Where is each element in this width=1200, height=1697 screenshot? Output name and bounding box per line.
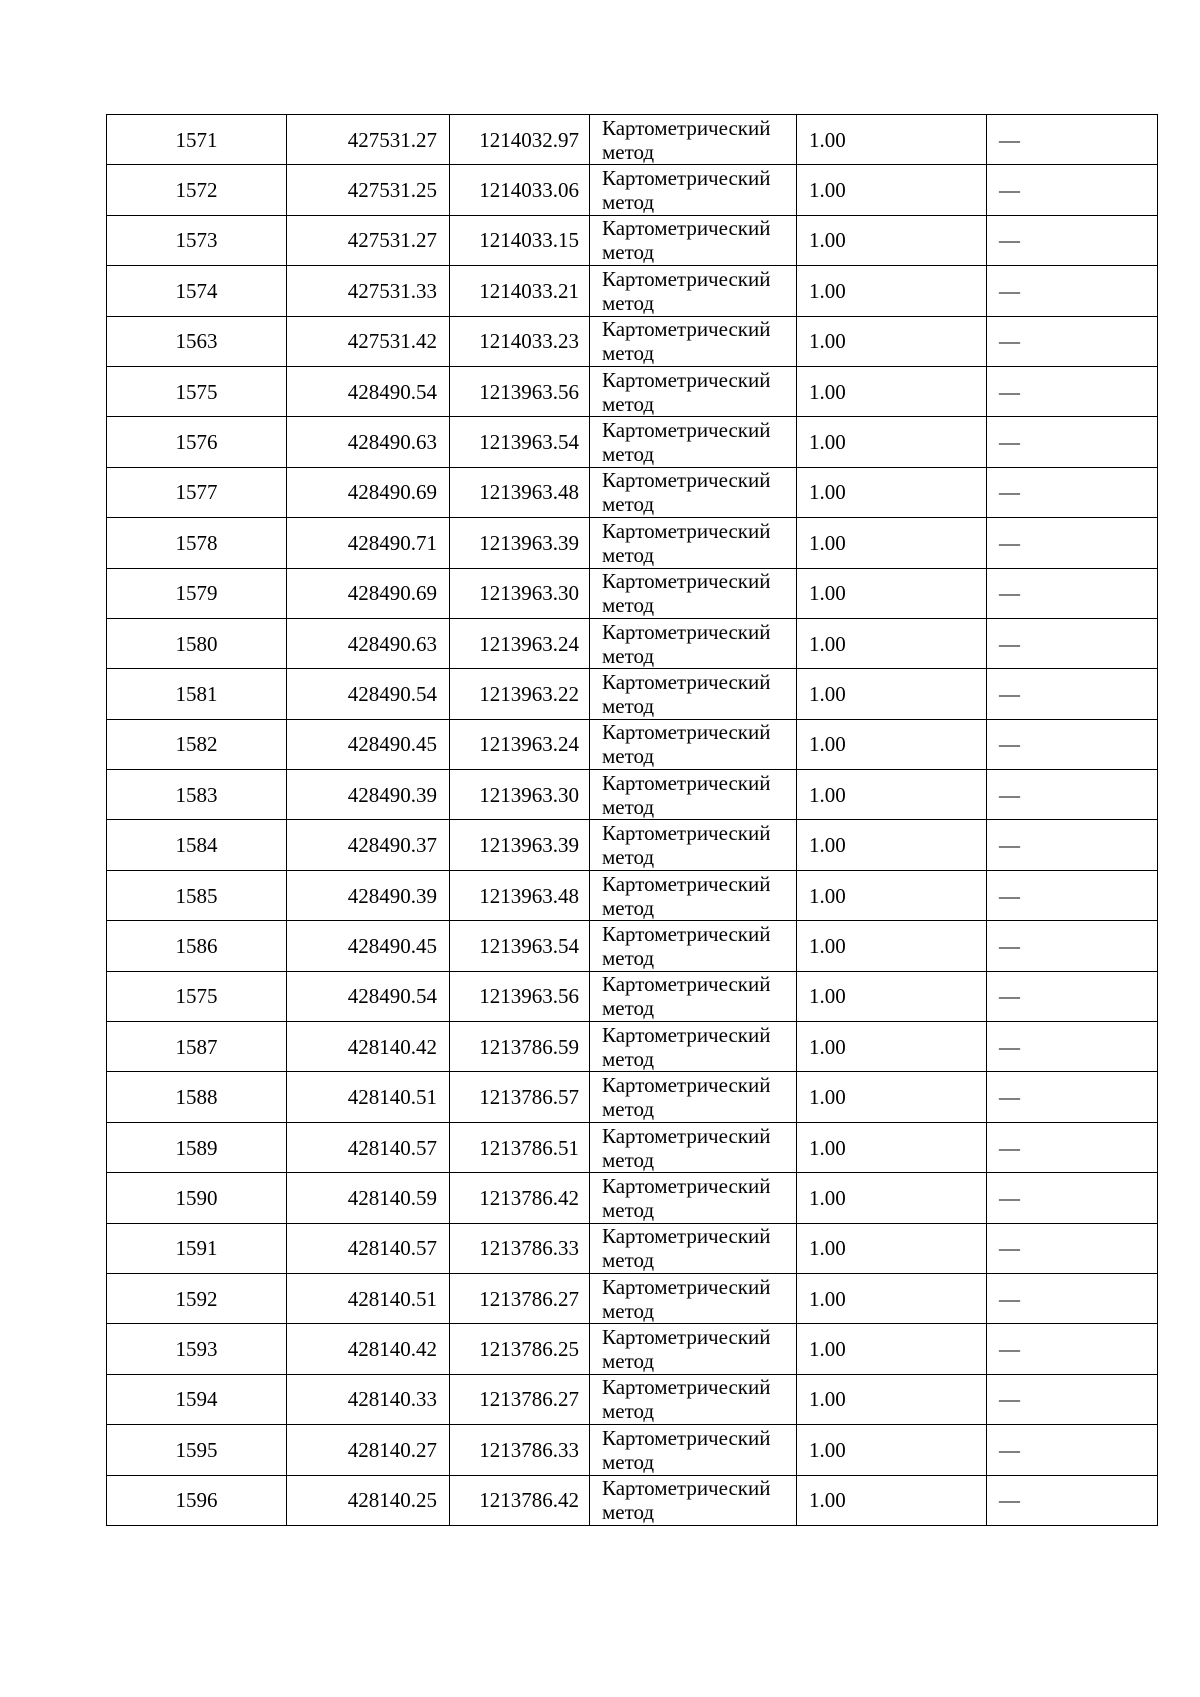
x-coordinate-cell: 428490.54: [287, 971, 450, 1021]
method-line-2: метод: [602, 895, 655, 920]
point-number-cell: 1589: [107, 1122, 287, 1172]
note-cell: —: [987, 316, 1158, 366]
method-line-2: метод: [602, 391, 655, 416]
method-line-1: Картометрический: [602, 1123, 771, 1148]
point-number-cell: 1573: [107, 215, 287, 265]
point-number-cell: 1563: [107, 316, 287, 366]
method-line-1: Картометрический: [602, 367, 771, 392]
method-cell: [590, 1425, 797, 1475]
accuracy-cell: 1.00: [797, 1273, 987, 1323]
x-coordinate-cell: 428490.45: [287, 921, 450, 971]
x-coordinate-cell: 428140.42: [287, 1022, 450, 1072]
x-coordinate-cell: 428140.51: [287, 1273, 450, 1323]
x-coordinate-cell: 428140.57: [287, 1122, 450, 1172]
y-coordinate-cell: 1213963.48: [450, 467, 590, 517]
point-number-cell: 1575: [107, 971, 287, 1021]
method-line-2: метод: [602, 1097, 655, 1122]
x-coordinate-cell: 428140.25: [287, 1475, 450, 1525]
point-number-cell: 1580: [107, 618, 287, 668]
method-line-2: метод: [602, 290, 655, 315]
method-line-2: метод: [602, 1046, 655, 1071]
table-row: [107, 770, 1158, 820]
note-cell: —: [987, 366, 1158, 416]
method-cell: [590, 165, 797, 215]
point-number-cell: 1594: [107, 1374, 287, 1424]
y-coordinate-cell: 1213963.30: [450, 770, 590, 820]
accuracy-cell: 1.00: [797, 215, 987, 265]
point-number-cell: 1575: [107, 366, 287, 416]
method-line-1: Картометрический: [602, 1274, 771, 1299]
accuracy-cell: 1.00: [797, 618, 987, 668]
method-cell: [590, 1173, 797, 1223]
method-line-2: метод: [602, 1298, 655, 1323]
table-row: [107, 366, 1158, 416]
method-line-1: Картометрический: [602, 1173, 771, 1198]
accuracy-cell: 1.00: [797, 366, 987, 416]
table-row: [107, 1223, 1158, 1273]
table-row: [107, 1475, 1158, 1525]
accuracy-cell: 1.00: [797, 820, 987, 870]
method-line-2: метод: [602, 693, 655, 718]
table-row: [107, 1122, 1158, 1172]
note-cell: —: [987, 770, 1158, 820]
table-row: [107, 669, 1158, 719]
note-cell: —: [987, 467, 1158, 517]
note-cell: —: [987, 266, 1158, 316]
accuracy-cell: 1.00: [797, 568, 987, 618]
method-cell: [590, 1223, 797, 1273]
x-coordinate-cell: 427531.42: [287, 316, 450, 366]
accuracy-cell: 1.00: [797, 921, 987, 971]
table-row: [107, 1324, 1158, 1374]
y-coordinate-cell: 1213786.25: [450, 1324, 590, 1374]
method-cell: [590, 1475, 797, 1525]
note-cell: —: [987, 1173, 1158, 1223]
method-line-1: Картометрический: [602, 821, 771, 846]
accuracy-cell: 1.00: [797, 1425, 987, 1475]
point-number-cell: 1584: [107, 820, 287, 870]
x-coordinate-cell: 428490.63: [287, 417, 450, 467]
y-coordinate-cell: 1214033.06: [450, 165, 590, 215]
point-number-cell: 1587: [107, 1022, 287, 1072]
method-line-2: метод: [602, 643, 655, 668]
method-line-1: Картометрический: [602, 770, 771, 795]
note-cell: —: [987, 669, 1158, 719]
method-line-1: Картометрический: [602, 1325, 771, 1350]
x-coordinate-cell: 428490.39: [287, 770, 450, 820]
method-line-2: метод: [602, 1349, 655, 1374]
table-row: [107, 719, 1158, 769]
method-line-1: Картометрический: [602, 1224, 771, 1249]
method-line-2: метод: [602, 1197, 655, 1222]
y-coordinate-cell: 1213963.24: [450, 719, 590, 769]
note-cell: —: [987, 870, 1158, 920]
y-coordinate-cell: 1213786.33: [450, 1425, 590, 1475]
method-line-1: Картометрический: [602, 518, 771, 543]
method-cell: [590, 921, 797, 971]
method-line-2: метод: [602, 794, 655, 819]
note-cell: —: [987, 719, 1158, 769]
y-coordinate-cell: 1213963.30: [450, 568, 590, 618]
method-cell: [590, 1072, 797, 1122]
method-line-1: Картометрический: [602, 418, 771, 443]
method-cell: [590, 770, 797, 820]
method-line-2: метод: [602, 1147, 655, 1172]
note-cell: —: [987, 921, 1158, 971]
table-row: [107, 971, 1158, 1021]
method-cell: [590, 467, 797, 517]
x-coordinate-cell: 428490.39: [287, 870, 450, 920]
y-coordinate-cell: 1213963.48: [450, 870, 590, 920]
point-number-cell: 1592: [107, 1273, 287, 1323]
accuracy-cell: 1.00: [797, 1324, 987, 1374]
point-number-cell: 1588: [107, 1072, 287, 1122]
x-coordinate-cell: 427531.27: [287, 215, 450, 265]
method-line-2: метод: [602, 945, 655, 970]
method-line-1: Картометрический: [602, 569, 771, 594]
method-cell: [590, 820, 797, 870]
point-number-cell: 1596: [107, 1475, 287, 1525]
table-row: [107, 618, 1158, 668]
method-cell: [590, 1324, 797, 1374]
x-coordinate-cell: 428490.54: [287, 366, 450, 416]
method-line-2: метод: [602, 845, 655, 870]
note-cell: —: [987, 1324, 1158, 1374]
method-cell: [590, 618, 797, 668]
point-number-cell: 1581: [107, 669, 287, 719]
note-cell: —: [987, 215, 1158, 265]
method-line-2: метод: [602, 190, 655, 215]
y-coordinate-cell: 1213786.27: [450, 1273, 590, 1323]
note-cell: —: [987, 618, 1158, 668]
accuracy-cell: 1.00: [797, 1022, 987, 1072]
x-coordinate-cell: 428140.57: [287, 1223, 450, 1273]
table-row: [107, 568, 1158, 618]
accuracy-cell: 1.00: [797, 165, 987, 215]
accuracy-cell: 1.00: [797, 1072, 987, 1122]
y-coordinate-cell: 1214033.23: [450, 316, 590, 366]
accuracy-cell: 1.00: [797, 1173, 987, 1223]
method-line-2: метод: [602, 593, 655, 618]
method-cell: [590, 518, 797, 568]
method-line-1: Картометрический: [602, 266, 771, 291]
x-coordinate-cell: 428490.54: [287, 669, 450, 719]
method-cell: [590, 316, 797, 366]
note-cell: —: [987, 1122, 1158, 1172]
method-line-2: метод: [602, 139, 655, 164]
method-line-2: метод: [602, 1399, 655, 1424]
table-row: [107, 1374, 1158, 1424]
method-line-1: Картометрический: [602, 1425, 771, 1450]
method-cell: [590, 266, 797, 316]
x-coordinate-cell: 428490.37: [287, 820, 450, 870]
method-line-1: Картометрический: [602, 720, 771, 745]
x-coordinate-cell: 428490.63: [287, 618, 450, 668]
note-cell: —: [987, 1273, 1158, 1323]
x-coordinate-cell: 427531.33: [287, 266, 450, 316]
method-line-2: метод: [602, 996, 655, 1021]
point-number-cell: 1571: [107, 115, 287, 165]
table-row: [107, 215, 1158, 265]
y-coordinate-cell: 1213963.24: [450, 618, 590, 668]
note-cell: —: [987, 568, 1158, 618]
x-coordinate-cell: 428140.33: [287, 1374, 450, 1424]
method-line-1: Картометрический: [602, 921, 771, 946]
y-coordinate-cell: 1213963.39: [450, 820, 590, 870]
table-row: [107, 266, 1158, 316]
method-line-2: метод: [602, 341, 655, 366]
y-coordinate-cell: 1213963.54: [450, 417, 590, 467]
table-row: [107, 115, 1158, 165]
accuracy-cell: 1.00: [797, 971, 987, 1021]
y-coordinate-cell: 1214033.15: [450, 215, 590, 265]
accuracy-cell: 1.00: [797, 316, 987, 366]
accuracy-cell: 1.00: [797, 770, 987, 820]
method-cell: [590, 568, 797, 618]
accuracy-cell: 1.00: [797, 1475, 987, 1525]
method-line-2: метод: [602, 240, 655, 265]
y-coordinate-cell: 1213963.56: [450, 971, 590, 1021]
accuracy-cell: 1.00: [797, 115, 987, 165]
method-line-2: метод: [602, 1500, 655, 1525]
table-row: [107, 316, 1158, 366]
method-cell: [590, 1022, 797, 1072]
method-line-1: Картометрический: [602, 1375, 771, 1400]
note-cell: —: [987, 1223, 1158, 1273]
point-number-cell: 1586: [107, 921, 287, 971]
y-coordinate-cell: 1213786.33: [450, 1223, 590, 1273]
method-cell: [590, 1122, 797, 1172]
note-cell: —: [987, 1475, 1158, 1525]
method-cell: [590, 215, 797, 265]
point-number-cell: 1574: [107, 266, 287, 316]
method-line-1: Картометрический: [602, 871, 771, 896]
method-cell: [590, 417, 797, 467]
point-number-cell: 1591: [107, 1223, 287, 1273]
y-coordinate-cell: 1213963.56: [450, 366, 590, 416]
x-coordinate-cell: 428490.69: [287, 467, 450, 517]
y-coordinate-cell: 1213786.27: [450, 1374, 590, 1424]
accuracy-cell: 1.00: [797, 719, 987, 769]
method-cell: [590, 669, 797, 719]
x-coordinate-cell: 427531.25: [287, 165, 450, 215]
y-coordinate-cell: 1213963.39: [450, 518, 590, 568]
accuracy-cell: 1.00: [797, 518, 987, 568]
method-line-2: метод: [602, 1449, 655, 1474]
note-cell: —: [987, 971, 1158, 1021]
y-coordinate-cell: 1213786.59: [450, 1022, 590, 1072]
note-cell: —: [987, 417, 1158, 467]
x-coordinate-cell: 428490.69: [287, 568, 450, 618]
table-row: [107, 417, 1158, 467]
point-number-cell: 1577: [107, 467, 287, 517]
method-line-1: Картометрический: [602, 972, 771, 997]
accuracy-cell: 1.00: [797, 669, 987, 719]
table-row: [107, 518, 1158, 568]
point-number-cell: 1593: [107, 1324, 287, 1374]
accuracy-cell: 1.00: [797, 266, 987, 316]
x-coordinate-cell: 428140.51: [287, 1072, 450, 1122]
table-row: [107, 467, 1158, 517]
method-line-2: метод: [602, 492, 655, 517]
table-row: [107, 820, 1158, 870]
coordinates-table-body: [107, 115, 1158, 1526]
table-row: [107, 870, 1158, 920]
y-coordinate-cell: 1213963.22: [450, 669, 590, 719]
accuracy-cell: 1.00: [797, 467, 987, 517]
accuracy-cell: 1.00: [797, 1223, 987, 1273]
method-line-1: Картометрический: [602, 216, 771, 241]
y-coordinate-cell: 1213786.57: [450, 1072, 590, 1122]
y-coordinate-cell: 1214033.21: [450, 266, 590, 316]
method-line-2: метод: [602, 442, 655, 467]
accuracy-cell: 1.00: [797, 1374, 987, 1424]
method-line-1: Картометрический: [602, 1476, 771, 1501]
table-row: [107, 1173, 1158, 1223]
point-number-cell: 1595: [107, 1425, 287, 1475]
note-cell: —: [987, 115, 1158, 165]
point-number-cell: 1590: [107, 1173, 287, 1223]
note-cell: —: [987, 1072, 1158, 1122]
table-row: [107, 1273, 1158, 1323]
x-coordinate-cell: 428490.71: [287, 518, 450, 568]
method-line-2: метод: [602, 542, 655, 567]
table-row: [107, 1072, 1158, 1122]
method-line-1: Картометрический: [602, 317, 771, 342]
note-cell: —: [987, 1374, 1158, 1424]
method-line-1: Картометрический: [602, 468, 771, 493]
x-coordinate-cell: 428140.27: [287, 1425, 450, 1475]
method-cell: [590, 366, 797, 416]
method-line-1: Картометрический: [602, 619, 771, 644]
point-number-cell: 1585: [107, 870, 287, 920]
accuracy-cell: 1.00: [797, 870, 987, 920]
x-coordinate-cell: 428490.45: [287, 719, 450, 769]
method-line-1: Картометрический: [602, 1073, 771, 1098]
point-number-cell: 1576: [107, 417, 287, 467]
y-coordinate-cell: 1214032.97: [450, 115, 590, 165]
method-line-1: Картометрический: [602, 115, 771, 140]
y-coordinate-cell: 1213963.54: [450, 921, 590, 971]
method-line-2: метод: [602, 1248, 655, 1273]
note-cell: —: [987, 165, 1158, 215]
x-coordinate-cell: 428140.59: [287, 1173, 450, 1223]
point-number-cell: 1572: [107, 165, 287, 215]
method-line-2: метод: [602, 744, 655, 769]
table-row: [107, 1022, 1158, 1072]
table-row: [107, 921, 1158, 971]
point-number-cell: 1583: [107, 770, 287, 820]
method-cell: [590, 870, 797, 920]
point-number-cell: 1579: [107, 568, 287, 618]
accuracy-cell: 1.00: [797, 1122, 987, 1172]
table-row: [107, 165, 1158, 215]
method-cell: [590, 1374, 797, 1424]
table-row: [107, 1425, 1158, 1475]
accuracy-cell: 1.00: [797, 417, 987, 467]
method-line-1: Картометрический: [602, 166, 771, 191]
y-coordinate-cell: 1213786.42: [450, 1475, 590, 1525]
method-cell: [590, 1273, 797, 1323]
y-coordinate-cell: 1213786.51: [450, 1122, 590, 1172]
y-coordinate-cell: 1213786.42: [450, 1173, 590, 1223]
coordinates-table: [106, 114, 1158, 1526]
x-coordinate-cell: 428140.42: [287, 1324, 450, 1374]
note-cell: —: [987, 820, 1158, 870]
method-cell: [590, 115, 797, 165]
method-cell: [590, 719, 797, 769]
note-cell: —: [987, 1022, 1158, 1072]
x-coordinate-cell: 427531.27: [287, 115, 450, 165]
point-number-cell: 1582: [107, 719, 287, 769]
point-number-cell: 1578: [107, 518, 287, 568]
method-line-1: Картометрический: [602, 669, 771, 694]
method-cell: [590, 971, 797, 1021]
note-cell: —: [987, 1425, 1158, 1475]
note-cell: —: [987, 518, 1158, 568]
method-line-1: Картометрический: [602, 1022, 771, 1047]
